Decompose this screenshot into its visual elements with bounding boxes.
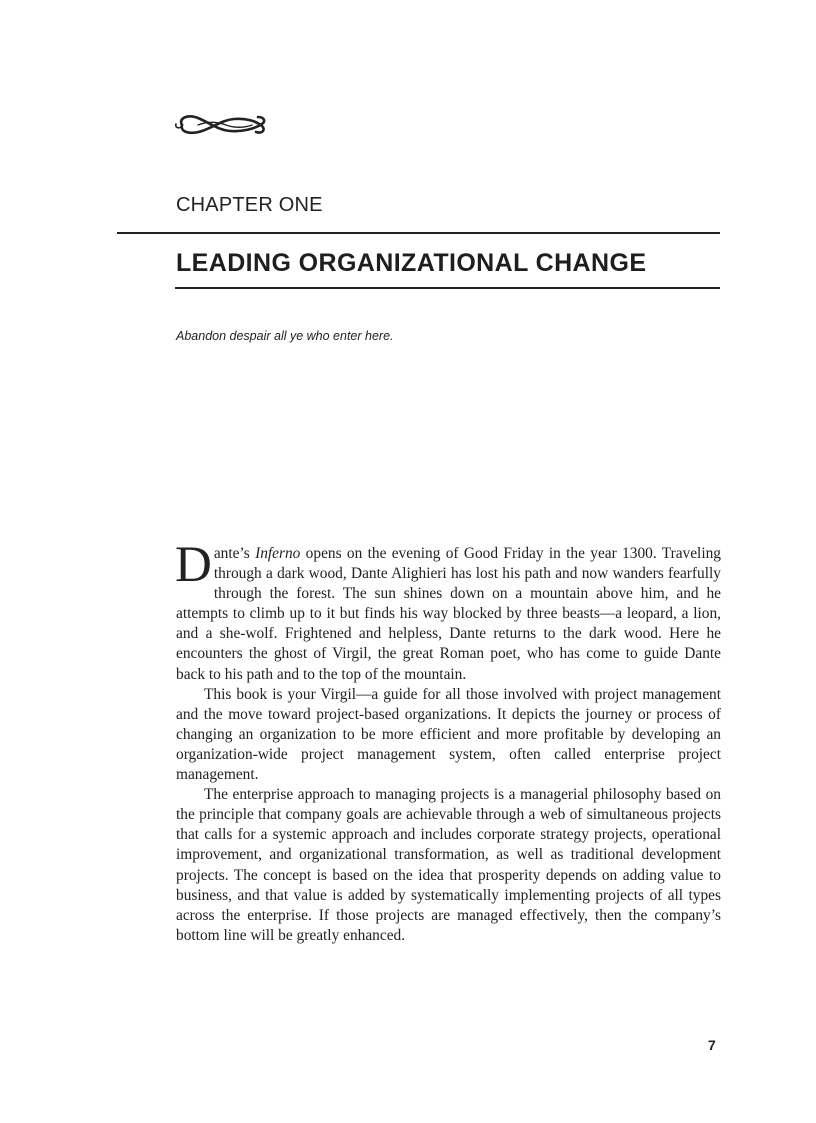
bottom-divider <box>175 287 720 289</box>
paragraph-1-start: ante’s <box>213 545 256 562</box>
paragraph-2: This book is your Virgil—a guide for all those involved with project management and the move toward project-based organizations. It depicts the journey or process of changing an organization to be more efficient and more profitable by developing an organization-wide project management system, often called enterprise project management. <box>176 685 721 784</box>
page-number: 7 <box>708 1037 716 1053</box>
drop-cap: D <box>175 537 212 593</box>
chapter-label: CHAPTER ONE <box>176 194 323 216</box>
body-text <box>175 537 722 946</box>
top-divider <box>117 232 720 234</box>
epigraph: Abandon despair all ye who enter here. <box>176 329 394 343</box>
chapter-title: LEADING ORGANIZATIONAL CHANGE <box>176 249 647 277</box>
flourish-ornament-icon <box>174 110 268 140</box>
book-title-inferno: Inferno <box>255 545 301 562</box>
paragraph-1-rest: opens on the evening of Good Friday in the year 1300. Traveling through a dark wood, Dante Alighieri has lost his path and now wanders fearfully through the forest. The sun shines down on a mountain above him, and he attempts to climb up to it but finds his way blocked by three beasts—a leopard, a lion, and a she-wolf. Frightened and helpless, Dante returns to the dark wood. Here he encounters the ghost of Virgil, the great Roman poet, who has come to guide Dante back to his path and to the top of the mountain. <box>176 545 722 683</box>
paragraph-3: The enterprise approach to managing projects is a managerial philosophy based on the principle that company goals are achievable through a web of simultaneous projects that calls for a systemic approach and includes corporate strategy projects, operational improvement, and organizational transformation, as well as traditional development projects. The concept is based on the idea that prosperity depends on adding value to business, and that value is added by systematically implementing projects of all types across the enterprise. If those projects are managed effectively, then the company’s bottom line will be greatly enhanced. <box>176 786 721 944</box>
paragraph-1 <box>175 537 722 685</box>
